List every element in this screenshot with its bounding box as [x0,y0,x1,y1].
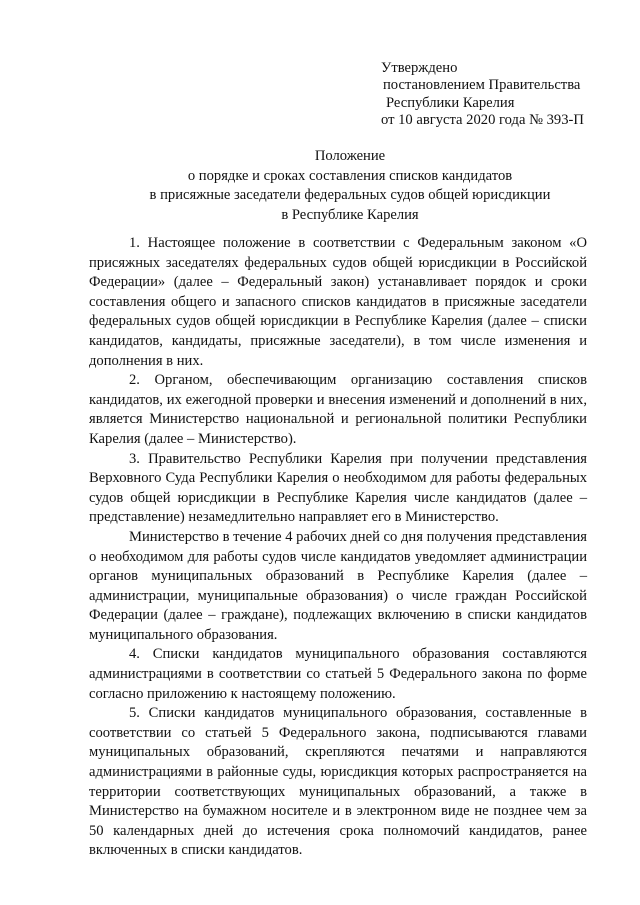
approval-block [381,60,626,130]
approval-line: постановлением Правительства [383,77,581,94]
approval-line: Утверждено [381,60,458,76]
document-title [80,147,620,225]
paragraph: 4. Списки кандидатов муниципального образования составляются администрациями в соответствии со статьей 5 Федерального закона по форме согласно приложению к настоящему положению. [89,646,587,702]
document-body [89,234,587,861]
paragraph: 2. Органом, обеспечивающим организацию составления списков кандидатов, их ежегодной проверки и внесения изменений и дополнений в них, является Министерство национальной и региональной политики Республики Карелия (далее – Министерство). [89,372,587,447]
approval-line: от 10 августа 2020 года № 393-П [381,112,584,129]
paragraph: 1. Настоящее положение в соответствии с Федеральным законом «О присяжных заседателях федеральных судов общей юрисдикции в Российской Федерации» (далее – Федеральный закон) устанавливает порядок и сроки составления общего и запасного списков кандидатов в присяжные заседатели федеральных судов общей юрисдикции в Республике Карелия (далее – списки кандидатов, кандидаты, присяжные заседатели), в том числе изменения и дополнения в них. [89,235,587,369]
title-line: в Республике Карелия [281,206,419,223]
paragraph: Министерство в течение 4 рабочих дней со дня получения представления о необходимом для работы судов числе кандидатов уведомляет администрации органов муниципальных образований в Республике Карелия (далее – администрации, муниципальные образования) о числе граждан Российской Федерации (далее – граждане), подлежащих включению в списки кандидатов муниципального образования. [89,528,587,643]
title-line: Положение [314,148,386,164]
title-line: в присяжные заседатели федеральных судов общей юрисдикции [149,187,551,204]
title-line: о порядке и сроках составления списков кандидатов [187,167,513,184]
approval-line: Республики Карелия [386,94,515,111]
paragraph: 5. Списки кандидатов муниципального образования, составленные в соответствии со статьей 5 Федерального закона, подписываются главами муниципальных образований, скрепляются печатями и направляются администрациями в районные суды, юрисдикция которых распространяется на территории соответствующих муниципальных образований, а также в Министерство на бумажном носителе и в электронном виде не позднее чем за 50 календарных дней до истечения срока полномочий кандидатов, ранее включенных в списки кандидатов. [89,705,587,859]
paragraph: 3. Правительство Республики Карелия при получении представления Верховного Суда Республики Карелия о необходимом для работы федеральных судов общей юрисдикции в Республике Карелия числе кандидатов (далее – представление) незамедлительно направляет его в Министерство. [89,450,587,526]
